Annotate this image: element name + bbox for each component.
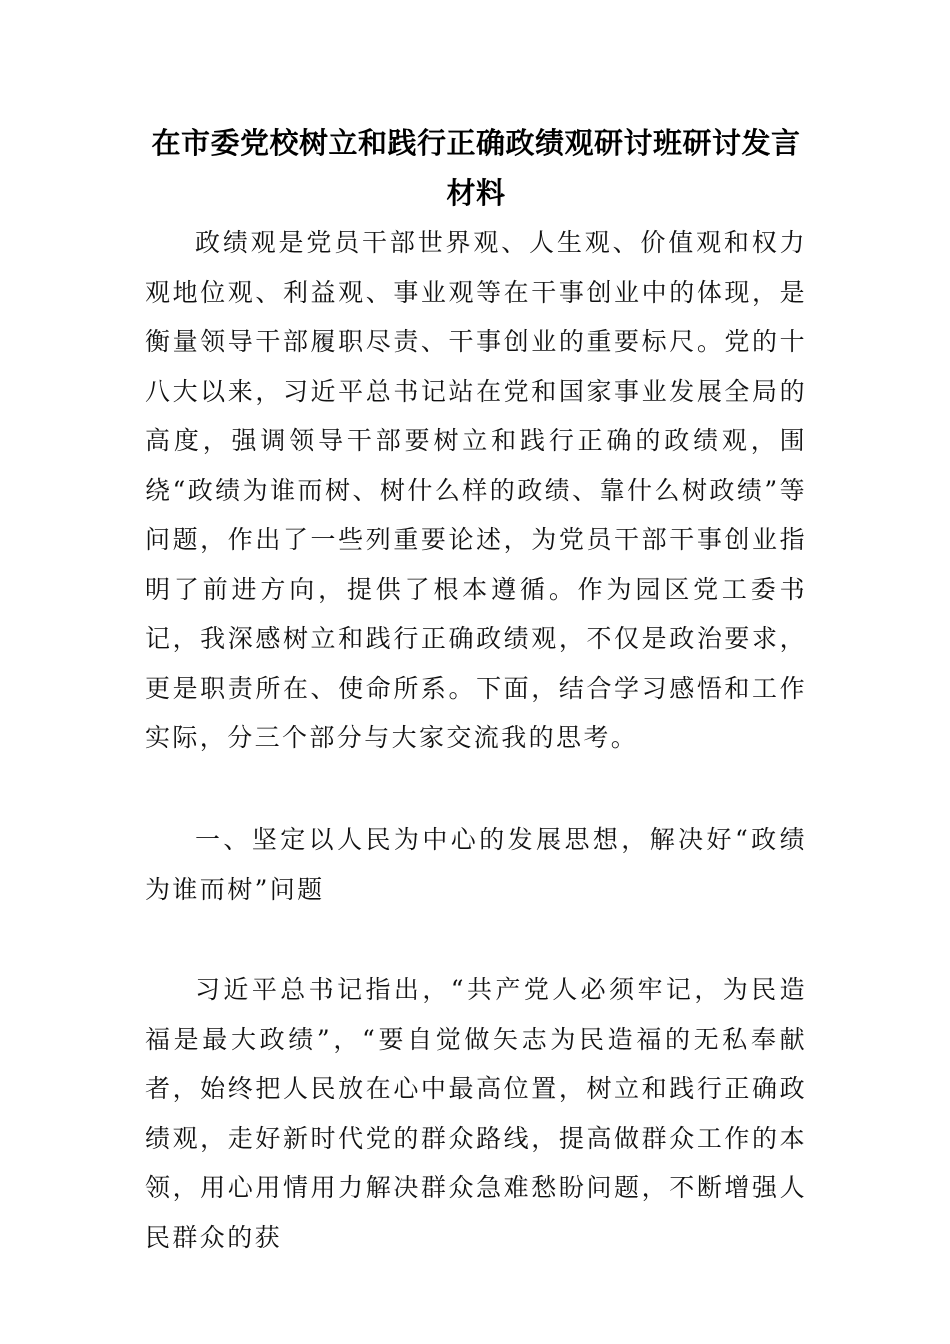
- intro-paragraph: 政绩观是党员干部世界观、人生观、价值观和权力观地位观、利益观、事业观等在干事创业中的体现，是衡量领导干部履职尽责、干事创业的重要标尺。党的十八大以来，习近平总书记站在党和国家事业发展全局的高度，强调领导干部要树立和践行正确的政绩观，围绕“政绩为谁而树、树什么样的政绩、靠什么树政绩”等问题，作出了一些列重要论述，为党员干部干事创业指明了前进方向，提供了根本遵循。作为园区党工委书记，我深感树立和践行正确政绩观，不仅是政治要求，更是职责所在、使命所系。下面，结合学习感悟和工作实际，分三个部分与大家交流我的思考。: [145, 228, 807, 752]
- section-1-paragraph: 习近平总书记指出，“共产党人必须牢记，为民造福是最大政绩”，“要自觉做矢志为民造福的无私奉献者，始终把人民放在心中最高位置，树立和践行正确政绩观，走好新时代党的群众路线，提高做群众工作的本领，用心用情用力解决群众急难愁盼问题，不断增强人民群众的获: [145, 975, 807, 1252]
- section-heading-1: 一、坚定以人民为中心的发展思想，解决好“政绩为谁而树”问题: [145, 825, 807, 904]
- document-title: 在市委党校树立和践行正确政绩观研讨班研讨发言材料: [151, 126, 801, 210]
